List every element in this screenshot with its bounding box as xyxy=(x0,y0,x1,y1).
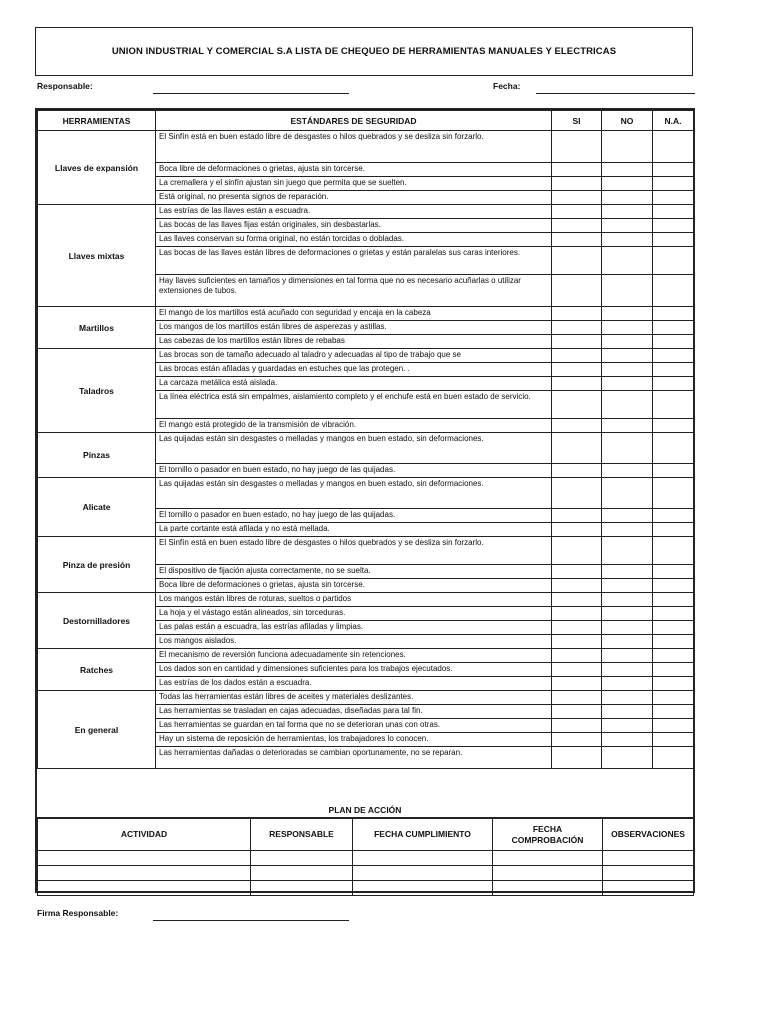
plan-cell[interactable] xyxy=(603,866,694,881)
check-na-cell[interactable] xyxy=(653,131,694,163)
check-si-cell[interactable] xyxy=(552,649,602,663)
check-no-cell[interactable] xyxy=(602,663,653,677)
check-si-cell[interactable] xyxy=(552,607,602,621)
plan-cell[interactable] xyxy=(38,866,251,881)
standard-text: La carcaza metálica está aislada. xyxy=(156,377,552,391)
check-no-cell[interactable] xyxy=(602,363,653,377)
check-na-cell[interactable] xyxy=(653,677,694,691)
check-no-cell[interactable] xyxy=(602,677,653,691)
check-na-cell[interactable] xyxy=(653,663,694,677)
check-no-cell[interactable] xyxy=(602,523,653,537)
check-na-cell[interactable] xyxy=(653,177,694,191)
tool-name: Pinza de presión xyxy=(38,537,156,593)
standard-text: El dispositivo de fijación ajusta correctamente, no se suelta. xyxy=(156,565,552,579)
check-na-cell[interactable] xyxy=(653,747,694,769)
standard-text: Las quijadas están sin desgastes o melladas y mangos en buen estado, sin deformaciones. xyxy=(156,433,552,464)
firma-field[interactable] xyxy=(153,920,349,921)
check-no-cell[interactable] xyxy=(602,649,653,663)
standard-text: El mango está protegido de la transmisión de vibración. xyxy=(156,419,552,433)
check-na-cell[interactable] xyxy=(653,719,694,733)
check-si-cell[interactable] xyxy=(552,419,602,433)
standard-text: Las bocas de las llaves están libres de deformaciones o grietas y están paralelas sus caras interiores. xyxy=(156,247,552,275)
check-na-cell[interactable] xyxy=(653,565,694,579)
check-no-cell[interactable] xyxy=(602,565,653,579)
check-no-cell[interactable] xyxy=(602,607,653,621)
check-si-cell[interactable] xyxy=(552,705,602,719)
check-si-cell[interactable] xyxy=(552,275,602,307)
checklist-row xyxy=(38,691,694,705)
check-no-cell[interactable] xyxy=(602,349,653,363)
check-si-cell[interactable] xyxy=(552,579,602,593)
checklist-table xyxy=(37,110,694,769)
check-no-cell[interactable] xyxy=(602,593,653,607)
checklist-row xyxy=(38,205,694,219)
check-na-cell[interactable] xyxy=(653,593,694,607)
plan-col-observaciones: OBSERVACIONES xyxy=(603,819,694,851)
check-si-cell[interactable] xyxy=(552,509,602,523)
check-si-cell[interactable] xyxy=(552,377,602,391)
check-na-cell[interactable] xyxy=(653,233,694,247)
check-no-cell[interactable] xyxy=(602,464,653,478)
check-na-cell[interactable] xyxy=(653,349,694,363)
check-si-cell[interactable] xyxy=(552,363,602,377)
plan-cell[interactable] xyxy=(603,851,694,866)
standard-text: Las cabezas de los martillos están libres de rebabas xyxy=(156,335,552,349)
check-si-cell[interactable] xyxy=(552,177,602,191)
check-na-cell[interactable] xyxy=(653,205,694,219)
check-no-cell[interactable] xyxy=(602,733,653,747)
plan-row xyxy=(38,851,694,866)
check-si-cell[interactable] xyxy=(552,233,602,247)
standard-text: Está original, no presenta signos de reparación. xyxy=(156,191,552,205)
checklist-row xyxy=(38,433,694,464)
check-no-cell[interactable] xyxy=(602,419,653,433)
check-no-cell[interactable] xyxy=(602,719,653,733)
standard-text: Las estrías de los dados están a escuadra. xyxy=(156,677,552,691)
check-no-cell[interactable] xyxy=(602,509,653,523)
standard-text: Los mangos están libres de roturas, sueltos o partidos xyxy=(156,593,552,607)
tool-name: Llaves mixtas xyxy=(38,205,156,307)
check-na-cell[interactable] xyxy=(653,464,694,478)
tool-name: Ratches xyxy=(38,649,156,691)
check-na-cell[interactable] xyxy=(653,635,694,649)
check-na-cell[interactable] xyxy=(653,433,694,464)
standard-text: Boca libre de deformaciones o grietas, ajusta sin torcerse. xyxy=(156,163,552,177)
check-si-cell[interactable] xyxy=(552,131,602,163)
checklist-row xyxy=(38,307,694,321)
plan-row xyxy=(38,866,694,881)
standard-text: Las bocas de las llaves fijas están originales, sin desbastarlas. xyxy=(156,219,552,233)
check-si-cell[interactable] xyxy=(552,747,602,769)
standard-text: El tornillo o pasador en buen estado, no hay juego de las quijadas. xyxy=(156,509,552,523)
check-no-cell[interactable] xyxy=(602,219,653,233)
header-na: N.A. xyxy=(653,111,694,131)
plan-cell[interactable] xyxy=(493,851,603,866)
check-no-cell[interactable] xyxy=(602,321,653,335)
standard-text: La cremallera y el sinfín ajustan sin juego que permita que se suelten. xyxy=(156,177,552,191)
firma-label: Firma Responsable: xyxy=(37,908,119,918)
plan-cell[interactable] xyxy=(353,851,493,866)
check-no-cell[interactable] xyxy=(602,307,653,321)
standard-text: Hay llaves suficientes en tamaños y dimensiones en tal forma que no es necesario acuñarlas o utilizar extensiones de tubos. xyxy=(156,275,552,307)
check-na-cell[interactable] xyxy=(653,219,694,233)
check-na-cell[interactable] xyxy=(653,478,694,509)
check-si-cell[interactable] xyxy=(552,391,602,419)
header-si: SI xyxy=(552,111,602,131)
standard-text: La parte cortante está afilada y no está mellada. xyxy=(156,523,552,537)
plan-cell[interactable] xyxy=(603,881,694,896)
responsable-field[interactable] xyxy=(153,93,349,94)
check-na-cell[interactable] xyxy=(653,607,694,621)
standard-text: La hoja y el vástago están alineados, sin torceduras. xyxy=(156,607,552,621)
check-na-cell[interactable] xyxy=(653,509,694,523)
check-na-cell[interactable] xyxy=(653,247,694,275)
check-no-cell[interactable] xyxy=(602,177,653,191)
check-na-cell[interactable] xyxy=(653,705,694,719)
standard-text: Hay un sistema de reposición de herramientas, los trabajadores lo conocen. xyxy=(156,733,552,747)
check-si-cell[interactable] xyxy=(552,433,602,464)
check-no-cell[interactable] xyxy=(602,691,653,705)
check-si-cell[interactable] xyxy=(552,349,602,363)
plan-row xyxy=(38,881,694,896)
check-na-cell[interactable] xyxy=(653,163,694,177)
check-si-cell[interactable] xyxy=(552,163,602,177)
standard-text: Todas las herramientas están libres de aceites y materiales deslizantes. xyxy=(156,691,552,705)
standard-text: Boca libre de deformaciones o grietas, ajusta sin torcerse. xyxy=(156,579,552,593)
check-no-cell[interactable] xyxy=(602,635,653,649)
check-no-cell[interactable] xyxy=(602,747,653,769)
plan-cell[interactable] xyxy=(353,881,493,896)
check-no-cell[interactable] xyxy=(602,131,653,163)
plan-cell[interactable] xyxy=(38,881,251,896)
check-na-cell[interactable] xyxy=(653,579,694,593)
standard-text: El Sinfín está en buen estado libre de desgastes o hilos quebrados y se desliza sin forzarlo. xyxy=(156,131,552,163)
standard-text: El mecanismo de reversión funciona adecuadamente sin retenciones. xyxy=(156,649,552,663)
standard-text: Las quijadas están sin desgastes o melladas y mangos en buen estado, sin deformaciones. xyxy=(156,478,552,509)
header-herramientas: HERRAMIENTAS xyxy=(38,111,156,131)
plan-col-responsable: RESPONSABLE xyxy=(251,819,353,851)
check-si-cell[interactable] xyxy=(552,335,602,349)
checklist-row xyxy=(38,131,694,163)
check-no-cell[interactable] xyxy=(602,478,653,509)
check-no-cell[interactable] xyxy=(602,377,653,391)
checklist-row xyxy=(38,593,694,607)
tool-name: En general xyxy=(38,691,156,769)
checklist-row xyxy=(38,649,694,663)
check-si-cell[interactable] xyxy=(552,464,602,478)
check-si-cell[interactable] xyxy=(552,565,602,579)
standard-text: El mango de los martillos está acuñado con seguridad y encaja en la cabeza xyxy=(156,307,552,321)
standard-text: La línea eléctrica está sin empalmes, aislamiento completo y el enchufe está en buen estado de servicio. xyxy=(156,391,552,419)
fecha-label: Fecha: xyxy=(493,81,521,91)
check-na-cell[interactable] xyxy=(653,691,694,705)
tool-name: Llaves de expansión xyxy=(38,131,156,205)
tool-name: Alicate xyxy=(38,478,156,537)
standard-text: Las estrías de las llaves están a escuadra. xyxy=(156,205,552,219)
check-no-cell[interactable] xyxy=(602,433,653,464)
check-si-cell[interactable] xyxy=(552,663,602,677)
check-na-cell[interactable] xyxy=(653,419,694,433)
standard-text: Los mangos aislados. xyxy=(156,635,552,649)
checklist-row xyxy=(38,478,694,509)
header-estandares: ESTÁNDARES DE SEGURIDAD xyxy=(156,111,552,131)
tool-name: Martillos xyxy=(38,307,156,349)
standard-text: Las llaves conservan su forma original, no están torcidas o dobladas. xyxy=(156,233,552,247)
check-na-cell[interactable] xyxy=(653,307,694,321)
plan-col-actividad: ACTIVIDAD xyxy=(38,819,251,851)
check-si-cell[interactable] xyxy=(552,635,602,649)
check-si-cell[interactable] xyxy=(552,537,602,565)
check-si-cell[interactable] xyxy=(552,593,602,607)
check-si-cell[interactable] xyxy=(552,719,602,733)
checklist-frame xyxy=(35,108,695,893)
standard-text: Los dados son en cantidad y dimensiones suficientes para los trabajos ejecutados. xyxy=(156,663,552,677)
check-si-cell[interactable] xyxy=(552,523,602,537)
check-na-cell[interactable] xyxy=(653,335,694,349)
check-no-cell[interactable] xyxy=(602,621,653,635)
document-title: UNION INDUSTRIAL Y COMERCIAL S.A LISTA DE CHEQUEO DE HERRAMIENTAS MANUALES Y ELECTRICAS xyxy=(111,46,617,57)
tool-name: Taladros xyxy=(38,349,156,433)
plan-header-row xyxy=(38,819,694,851)
plan-cell[interactable] xyxy=(353,866,493,881)
check-no-cell[interactable] xyxy=(602,579,653,593)
plan-cell[interactable] xyxy=(38,851,251,866)
check-na-cell[interactable] xyxy=(653,391,694,419)
plan-col-fecha-cumplimiento: FECHA CUMPLIMIENTO xyxy=(353,819,493,851)
plan-title: PLAN DE ACCIÓN xyxy=(37,802,693,818)
check-na-cell[interactable] xyxy=(653,377,694,391)
header-no: NO xyxy=(602,111,653,131)
checklist-row xyxy=(38,537,694,565)
plan-cell[interactable] xyxy=(493,881,603,896)
title-box xyxy=(35,27,693,76)
standard-text: Los mangos de los martillos están libres de asperezas y astillas. xyxy=(156,321,552,335)
standard-text: Las brocas están afiladas y guardadas en estuches que las protegen. . xyxy=(156,363,552,377)
standard-text: Las palas están a escuadra, las estrías afiladas y limpias. xyxy=(156,621,552,635)
check-si-cell[interactable] xyxy=(552,321,602,335)
check-si-cell[interactable] xyxy=(552,205,602,219)
fecha-field[interactable] xyxy=(536,93,695,94)
plan-cell[interactable] xyxy=(251,881,353,896)
check-si-cell[interactable] xyxy=(552,219,602,233)
standard-text: Las herramientas dañadas o deterioradas se cambian oportunamente, no se reparan. xyxy=(156,747,552,769)
plan-cell[interactable] xyxy=(251,851,353,866)
check-na-cell[interactable] xyxy=(653,275,694,307)
check-si-cell[interactable] xyxy=(552,733,602,747)
check-no-cell[interactable] xyxy=(602,233,653,247)
standard-text: Las herramientas se trasladan en cajas adecuadas, diseñadas para tal fin. xyxy=(156,705,552,719)
check-no-cell[interactable] xyxy=(602,191,653,205)
check-no-cell[interactable] xyxy=(602,205,653,219)
check-na-cell[interactable] xyxy=(653,523,694,537)
check-na-cell[interactable] xyxy=(653,363,694,377)
check-na-cell[interactable] xyxy=(653,733,694,747)
check-na-cell[interactable] xyxy=(653,537,694,565)
check-na-cell[interactable] xyxy=(653,621,694,635)
tool-name: Destornilladores xyxy=(38,593,156,649)
responsable-label: Responsable: xyxy=(37,81,93,91)
check-si-cell[interactable] xyxy=(552,307,602,321)
check-no-cell[interactable] xyxy=(602,247,653,275)
check-no-cell[interactable] xyxy=(602,391,653,419)
plan-cell[interactable] xyxy=(251,866,353,881)
check-no-cell[interactable] xyxy=(602,705,653,719)
standard-text: Las brocas son de tamaño adecuado al taladro y adecuadas al tipo de trabajo que se xyxy=(156,349,552,363)
check-no-cell[interactable] xyxy=(602,537,653,565)
check-si-cell[interactable] xyxy=(552,677,602,691)
check-si-cell[interactable] xyxy=(552,478,602,509)
check-no-cell[interactable] xyxy=(602,163,653,177)
tool-name: Pinzas xyxy=(38,433,156,478)
check-si-cell[interactable] xyxy=(552,691,602,705)
standard-text: El tornillo o pasador en buen estado, no hay juego de las quijadas. xyxy=(156,464,552,478)
plan-col-fecha-comprobacion: FECHA COMPROBACIÓN xyxy=(493,819,603,851)
plan-cell[interactable] xyxy=(493,866,603,881)
checklist-header-row xyxy=(38,111,694,131)
check-si-cell[interactable] xyxy=(552,247,602,275)
standard-text: El Sinfín está en buen estado libre de desgastes o hilos quebrados y se desliza sin forzarlo. xyxy=(156,537,552,565)
check-si-cell[interactable] xyxy=(552,191,602,205)
check-no-cell[interactable] xyxy=(602,275,653,307)
check-no-cell[interactable] xyxy=(602,335,653,349)
check-na-cell[interactable] xyxy=(653,191,694,205)
checklist-row xyxy=(38,349,694,363)
check-si-cell[interactable] xyxy=(552,621,602,635)
standard-text: Las herramientas se guardan en tal forma que no se deterioran unas con otras. xyxy=(156,719,552,733)
plan-table xyxy=(37,818,694,896)
check-na-cell[interactable] xyxy=(653,321,694,335)
check-na-cell[interactable] xyxy=(653,649,694,663)
